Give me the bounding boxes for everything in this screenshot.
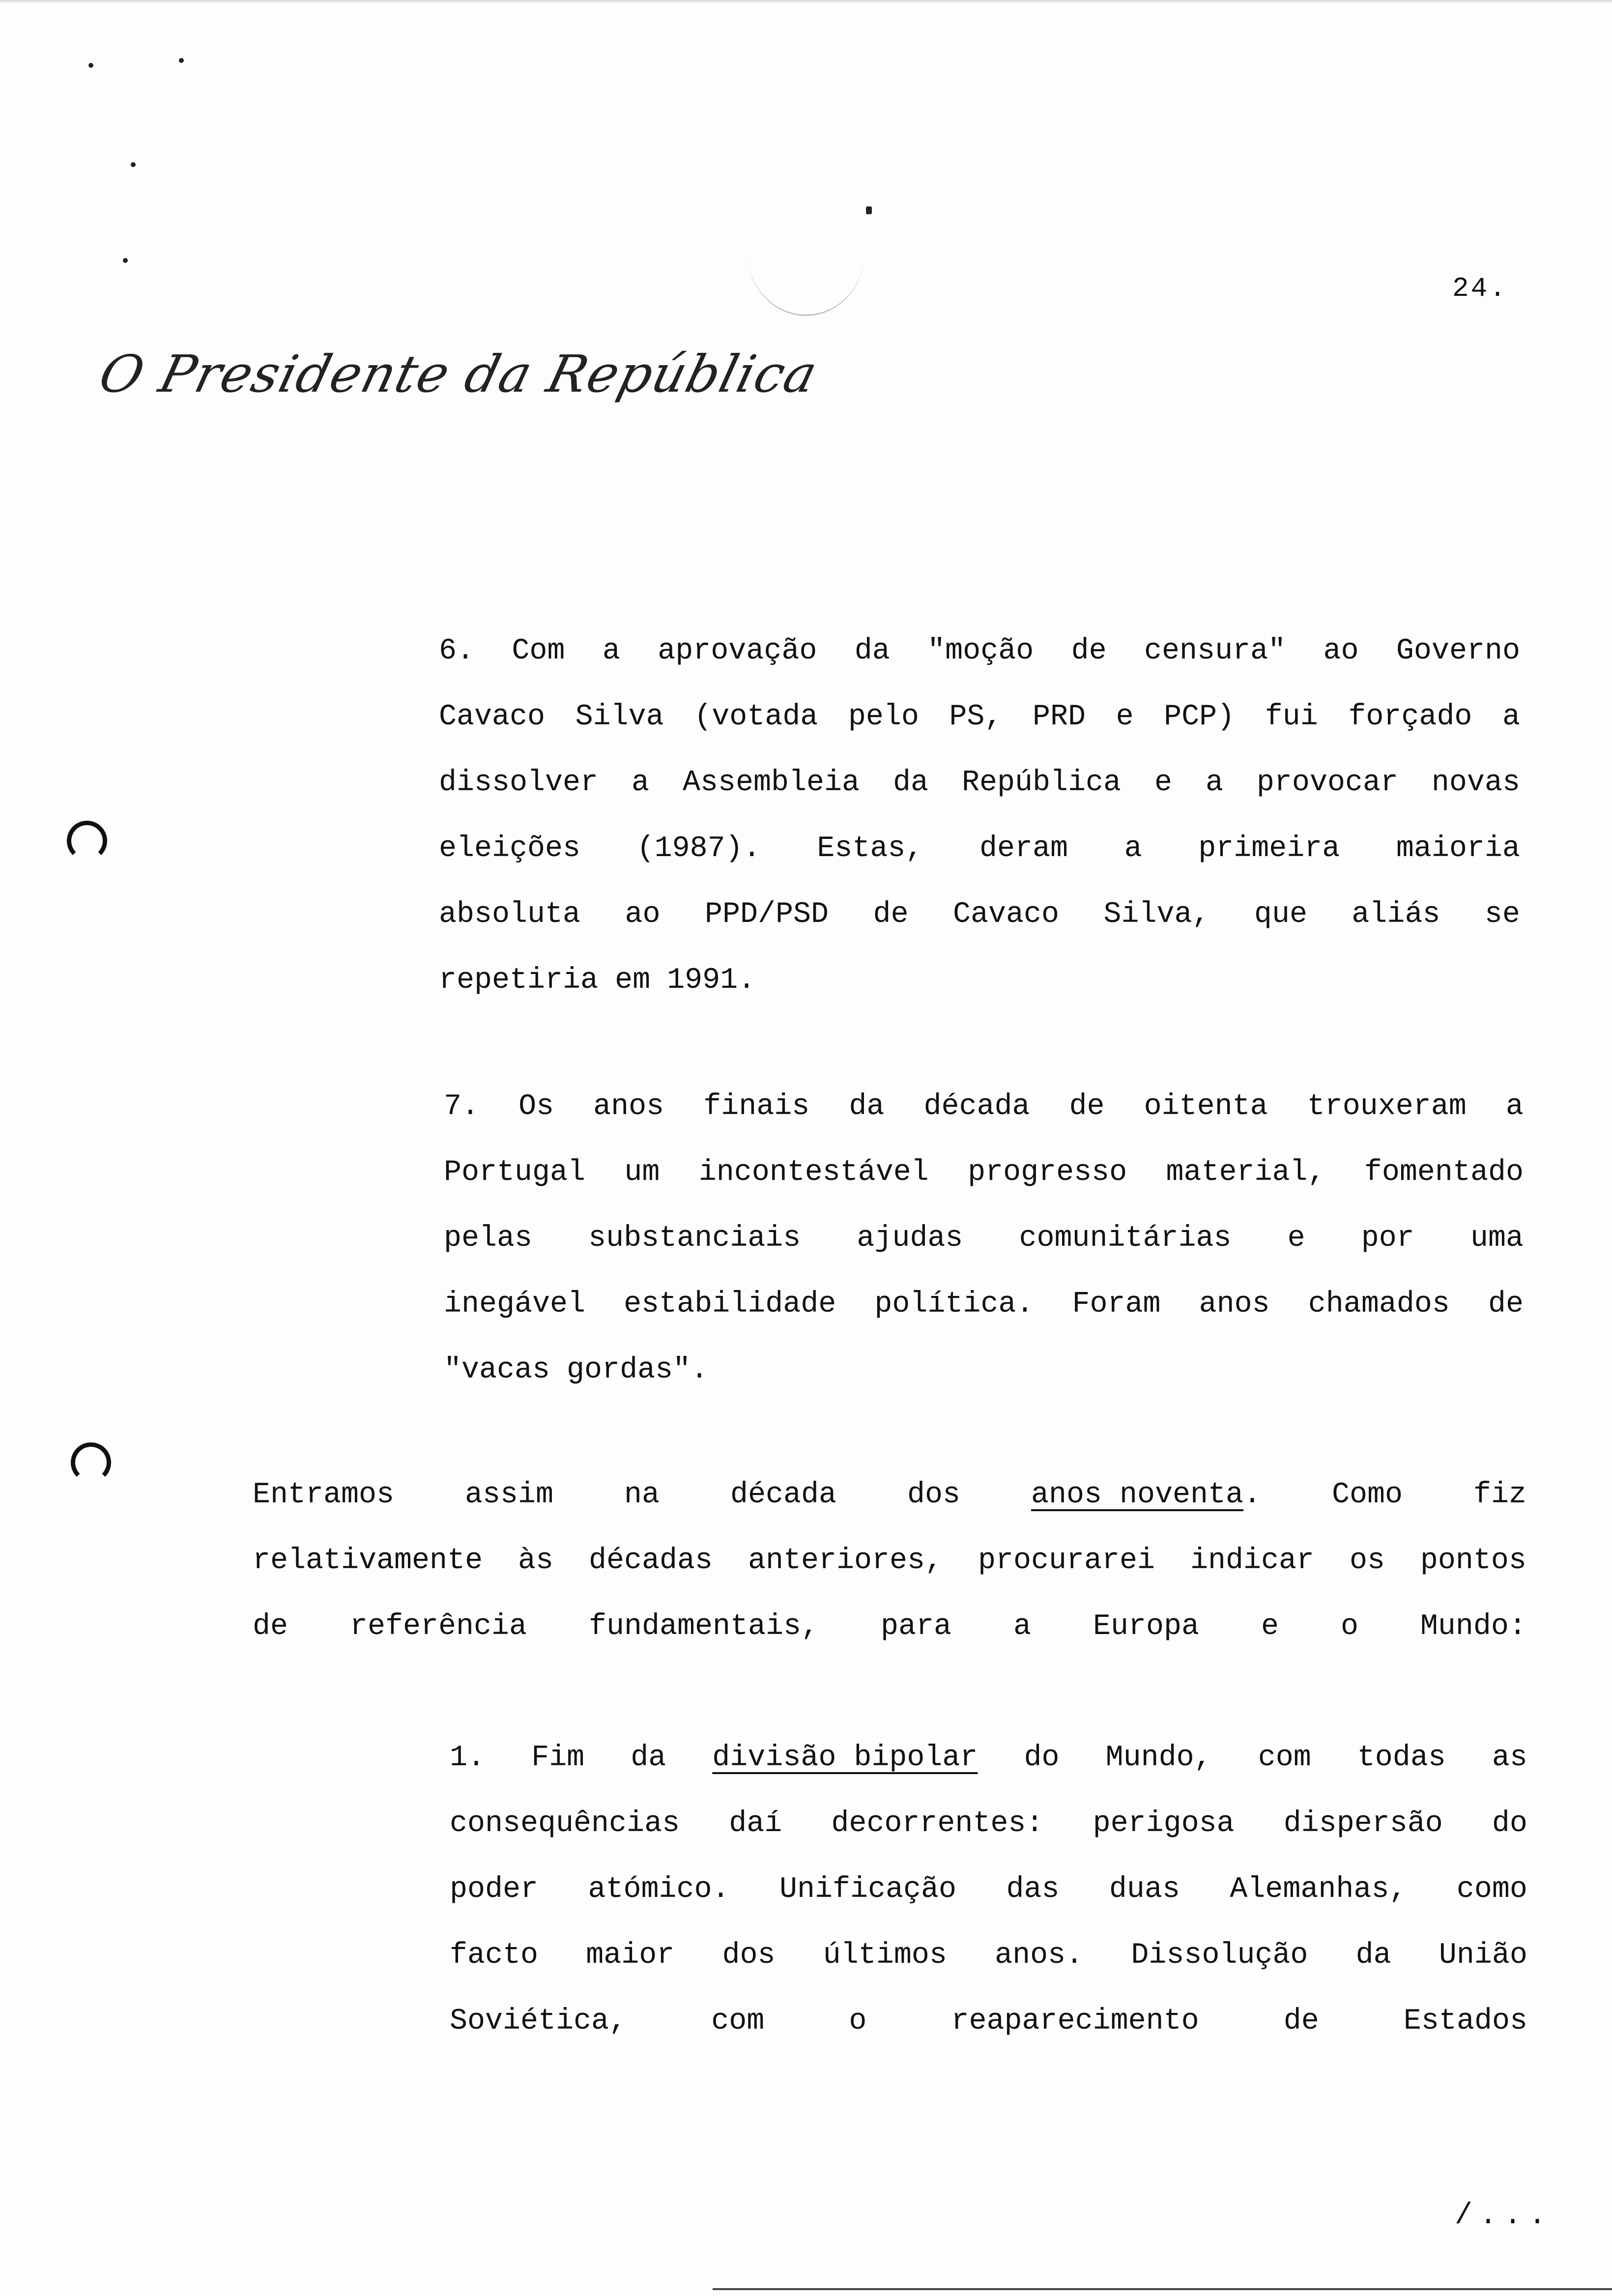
word: anos. [995,1939,1084,1972]
text-line [439,684,1520,750]
word: de [1488,1288,1524,1321]
word: os [1349,1544,1385,1578]
word: da [849,1090,885,1123]
continuation-mark: /... [1455,2199,1554,2233]
word: anos [593,1090,664,1123]
word: Dissolução [1131,1939,1308,1972]
word: Fim [531,1741,585,1775]
word: na [624,1478,660,1512]
word: ao [1323,634,1359,668]
word: e [1154,766,1172,800]
word: maioria [1396,832,1520,865]
text-line [253,1528,1526,1594]
word: ao [625,898,661,931]
word: anos [1199,1288,1270,1321]
word: da [1355,1939,1391,1972]
word: primeira [1198,832,1340,865]
scan-speck [866,206,872,214]
word: PCP) [1164,700,1235,734]
word: em [615,964,651,997]
word: União [1439,1939,1527,1972]
word: Soviética, [450,2005,627,2038]
word: dissolver [439,766,599,800]
word: década [730,1478,836,1512]
word: novas [1431,766,1520,800]
word: pelas [444,1222,533,1255]
word: e [1116,700,1134,734]
word: Unificação [779,1873,957,1906]
word: Silva, [1103,898,1210,931]
word: dos [722,1939,776,1972]
punch-hole-mark [67,821,107,861]
word: oitenta [1144,1090,1268,1123]
word: aprovação [658,634,817,668]
word: procurarei [978,1544,1155,1578]
word: Assembleia [682,766,860,800]
word: daí [729,1807,782,1840]
word: Foram [1072,1288,1161,1321]
word: a [1013,1610,1032,1643]
word: gordas". [567,1353,709,1387]
word: PPD/PSD [704,898,829,931]
word: (votada [694,700,818,734]
word: trouxeram [1307,1090,1467,1123]
word: política. [874,1288,1034,1321]
scan-speck [179,58,184,63]
word: eleições [439,832,581,865]
word: do [1024,1741,1060,1775]
word: Cavaco [952,898,1059,931]
word: absoluta [439,898,581,931]
word: indicar [1190,1544,1315,1578]
word: Cavaco [439,700,546,734]
letterhead-signature: O Presidente da República [93,344,824,404]
word: e [1261,1610,1279,1643]
word: que [1254,898,1307,931]
punch-hole-mark [71,1442,111,1483]
word: Com [512,634,565,668]
word: o [1340,1610,1358,1643]
text-line [439,750,1520,816]
scan-speck [123,258,128,263]
word: para [881,1610,952,1643]
word: aliás [1352,898,1440,931]
word: anos noventa. [1031,1478,1262,1512]
text-line [444,1337,1524,1403]
word: todas [1357,1741,1446,1775]
word: maior [586,1939,675,1972]
word: "moção [927,634,1034,668]
word: Silva [575,700,664,734]
word: repetiria [439,964,599,997]
word: chamados [1308,1288,1450,1321]
text-line [444,1271,1524,1337]
word: facto [450,1939,539,1972]
word: PS, [949,700,1003,734]
word: fiz [1473,1478,1526,1512]
word: a [602,634,620,668]
word: de [873,898,909,931]
text-line [444,1205,1524,1271]
word: da [854,634,890,668]
word: a [632,766,650,800]
word: e [1287,1222,1305,1255]
word: o [849,2005,867,2038]
word: a [1505,1090,1524,1123]
word: pontos [1420,1544,1526,1578]
word: "vacas [444,1353,550,1387]
word: República [961,766,1122,800]
text-line [444,1074,1524,1140]
scan-speck [88,63,93,68]
word: decorrentes: [831,1807,1044,1840]
word: a [1205,766,1223,800]
paragraph-6 [439,618,1520,1013]
word: fui [1265,700,1318,734]
word: Mundo, [1105,1741,1212,1775]
scan-top-edge [0,0,1612,4]
word: como [1456,1873,1527,1906]
word: poder [450,1873,539,1906]
word: (1987). [636,832,761,865]
word: provocar [1256,766,1398,800]
text-line [450,1857,1527,1923]
word: Entramos [253,1478,395,1512]
word: da [631,1741,666,1775]
word: se [1484,898,1520,931]
word: de [1069,1090,1105,1123]
word: uma [1470,1222,1524,1255]
word: Governo [1396,634,1520,668]
word: década [923,1090,1030,1123]
word: Alemanhas, [1230,1873,1407,1906]
word: progresso [968,1156,1127,1189]
word: duas [1109,1873,1180,1906]
word: ajudas [857,1222,963,1255]
paragraph-point-1 [450,1725,1527,2054]
word: de [1071,634,1107,668]
word: Estas, [817,832,923,865]
word: de [1283,2005,1319,2038]
faint-stamp [747,187,865,316]
word: perigosa [1093,1807,1235,1840]
word: de [253,1610,288,1643]
word: das [1006,1873,1060,1906]
word: um [624,1156,660,1189]
word: Mundo: [1420,1610,1526,1643]
word: atómico. [588,1873,730,1906]
word: Europa [1093,1610,1200,1643]
text-line [450,1791,1527,1857]
word: pelo [848,700,919,734]
word: do [1492,1807,1527,1840]
word: estabilidade [624,1288,836,1321]
word: referência [349,1610,527,1643]
word: as [1492,1741,1527,1775]
paragraph-7 [444,1074,1524,1403]
word: comunitárias [1019,1222,1232,1255]
word: inegável [444,1288,586,1321]
word: às [518,1544,554,1578]
word: material, [1166,1156,1325,1189]
text-line [439,618,1520,684]
word: finais [703,1090,810,1123]
word: reaparecimento [951,2005,1199,2038]
word: fomentado [1364,1156,1524,1189]
text-line [450,1988,1527,2054]
word: PRD [1033,700,1086,734]
text-line [439,882,1520,947]
word: Portugal [444,1156,586,1189]
text-line [439,816,1520,882]
word: censura" [1144,634,1286,668]
word: 1. [450,1741,486,1775]
word: substanciais [588,1222,801,1255]
page-number: 24. [1452,273,1508,304]
word: 6. [439,634,475,668]
word: Os [518,1090,554,1123]
text-line [450,1725,1527,1791]
word: forçado [1348,700,1472,734]
word: 7. [444,1090,480,1123]
scan-bottom-edge [713,2288,1612,2290]
word: Estados [1403,2005,1527,2038]
word: Como [1331,1478,1403,1512]
word: anteriores, [748,1544,943,1578]
word: com [1258,1741,1311,1775]
text-line [439,947,1520,1013]
word: consequências [450,1807,680,1840]
paragraph-intro-nineties [253,1462,1526,1660]
word: dos [907,1478,960,1512]
word: com [711,2005,765,2038]
word: assim [465,1478,554,1512]
word: fundamentais, [588,1610,819,1643]
word: a [1502,700,1520,734]
text-line [253,1462,1526,1528]
word: décadas [588,1544,713,1578]
text-line [444,1140,1524,1205]
text-line [450,1923,1527,1988]
word: incontestável [698,1156,929,1189]
word: deram [979,832,1068,865]
word: a [1124,832,1142,865]
word: dispersão [1283,1807,1443,1840]
word: por [1361,1222,1414,1255]
word: relativamente [253,1544,483,1578]
word: divisão bipolar [712,1741,978,1775]
scan-speck [131,162,136,167]
word: da [893,766,929,800]
word: 1991. [667,964,756,997]
text-line [253,1594,1526,1660]
word: últimos [823,1939,947,1972]
